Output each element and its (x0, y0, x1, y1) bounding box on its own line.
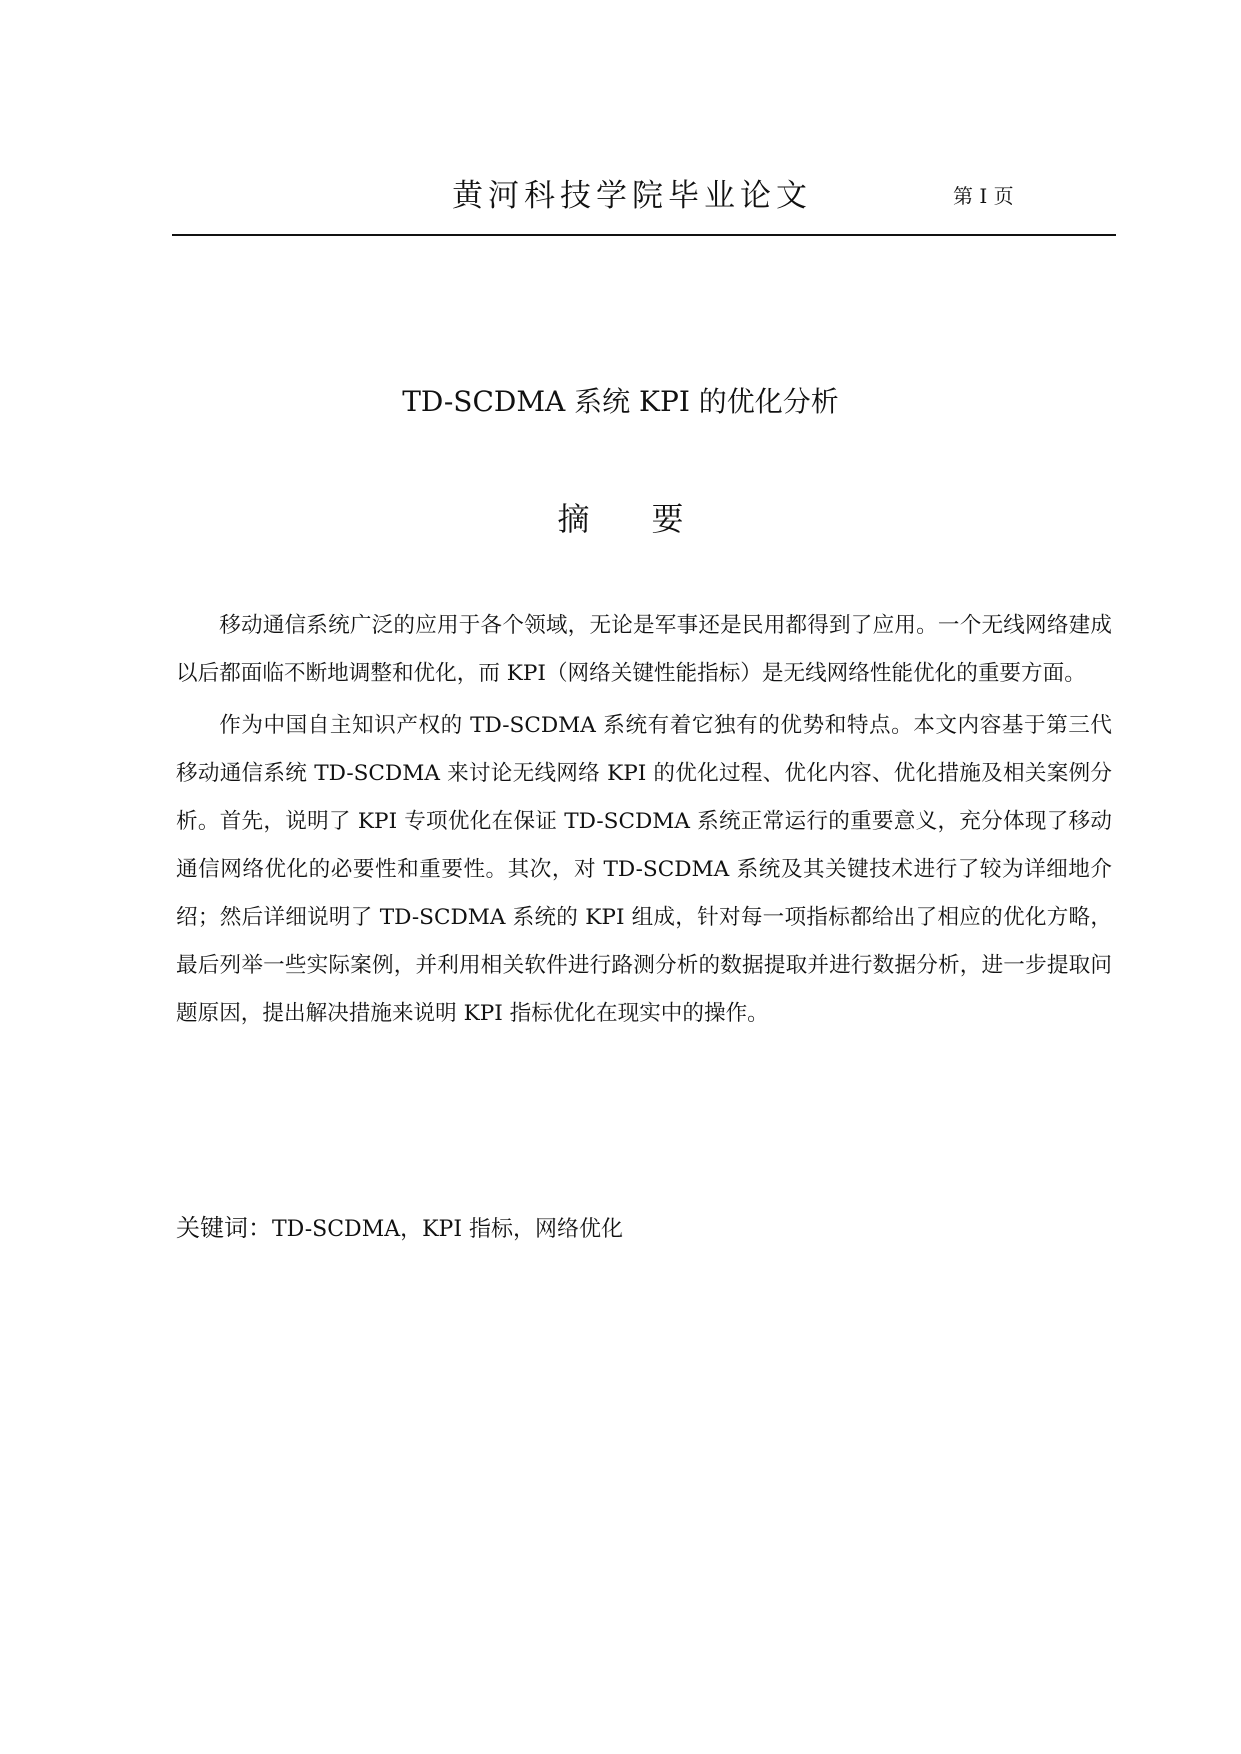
abstract-body (176, 602, 1112, 1042)
keywords-label: 关键词： (176, 1214, 272, 1242)
abstract-paragraph: 移动通信系统广泛的应用于各个领域，无论是军事还是民用都得到了应用。一个无线网络建成以后都面临不断地调整和优化，而 KPI（网络关键性能指标）是无线网络性能优化的重要方面。 (176, 613, 1112, 686)
abstract-heading-char-2: 要 (651, 500, 684, 538)
keywords-value: TD-SCDMA，KPI 指标，网络优化 (272, 1217, 624, 1242)
page-number: 第 I 页 (953, 184, 1014, 208)
header-divider (172, 234, 1116, 236)
header-title: 黄河科技学院毕业论文 (452, 178, 812, 214)
abstract-heading-char-1: 摘 (557, 500, 590, 538)
abstract-heading (0, 494, 1241, 540)
document-title: TD-SCDMA 系统 KPI 的优化分析 (402, 385, 839, 418)
keywords-line (176, 1208, 623, 1243)
abstract-paragraph: 作为中国自主知识产权的 TD-SCDMA 系统有着它独有的优势和特点。本文内容基于第三代移动通信系统 TD-SCDMA 来讨论无线网络 KPI 的优化过程、优化内容、优化措施及相关案例分析。首先，说明了 KPI 专项优化在保证 TD-SCDMA 系统正常运行的重要意义，充分体现了移动通信网络优化的必要性和重要性。其次，对 TD-SCDMA 系统及其关键技术进行了较为详细地介绍；然后详细说明了 TD-SCDMA 系统的 KPI 组成，针对每一项指标都给出了相应的优化方略，最后列举一些实际案例，并利用相关软件进行路测分析的数据提取并进行数据分析，进一步提取问题原因，提出解决措施来说明 KPI 指标优化在现实中的操作。 (176, 713, 1112, 1026)
